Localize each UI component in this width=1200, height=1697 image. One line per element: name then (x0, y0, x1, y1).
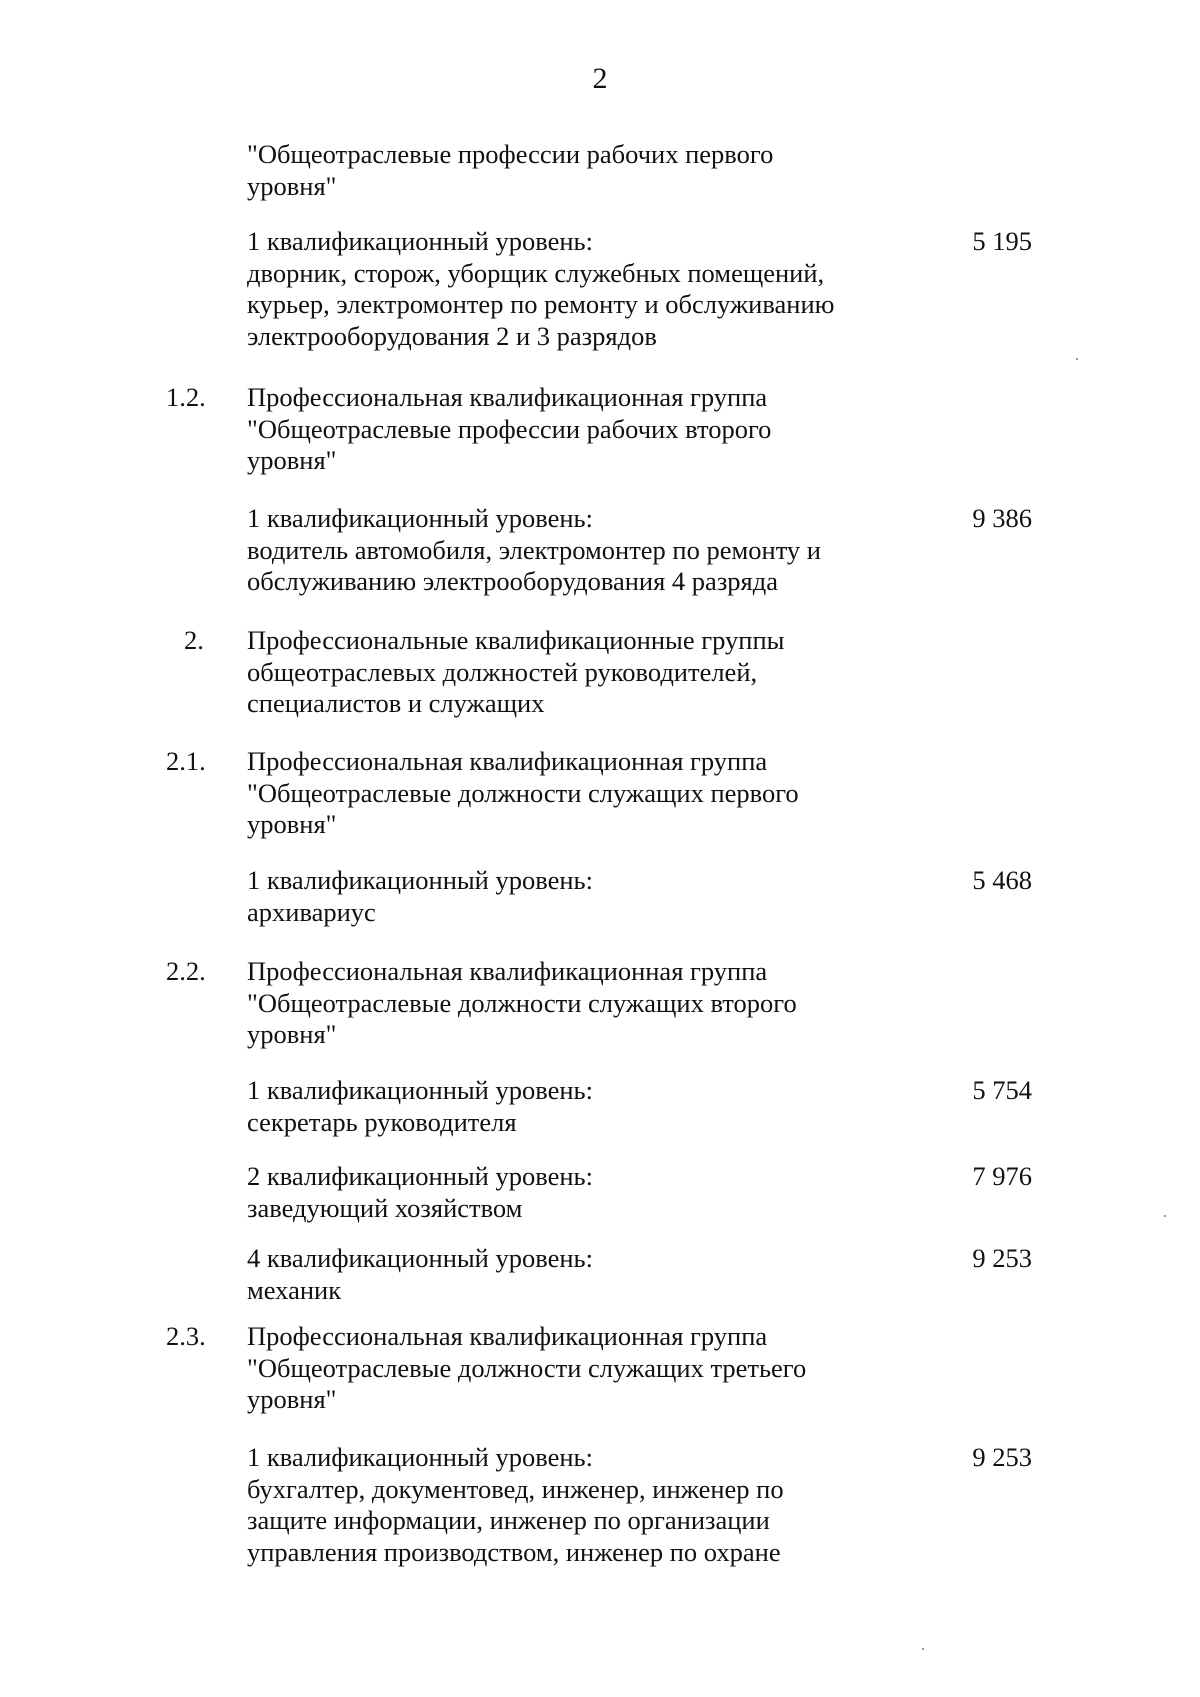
entry-text (247, 1161, 907, 1224)
section-number: 2.3. (166, 1321, 206, 1351)
text-line: уровня" (247, 445, 337, 475)
text-line: общеотраслевых должностей руководителей, (247, 656, 758, 687)
text-line: уровня" (247, 1019, 337, 1049)
text-line: механик (247, 1274, 342, 1305)
scan-speck (922, 1648, 924, 1650)
text-line: 1 квалификационный уровень: (247, 503, 593, 533)
section-number: 2. (184, 625, 204, 655)
text-line: обслуживанию электрооборудования 4 разряда (247, 566, 778, 596)
salary-amount: 5 468 (972, 865, 1032, 895)
text-line: 2 квалификационный уровень: (247, 1161, 593, 1191)
salary-amount: 5 195 (972, 226, 1032, 256)
text-line: Профессиональная квалификационная группа (247, 1321, 768, 1351)
salary-amount: 9 253 (972, 1243, 1032, 1273)
text-line: 1 квалификационный уровень: (247, 865, 593, 895)
text-line: 1 квалификационный уровень: (247, 226, 593, 256)
entry-text (247, 1243, 907, 1306)
text-line: управления производством, инженер по охране (247, 1536, 781, 1567)
entry-text (247, 139, 907, 202)
text-line: уровня" (247, 170, 337, 201)
text-line: "Общеотраслевые должности служащих второго (247, 987, 797, 1018)
entry-text (247, 1321, 907, 1416)
scan-speck (1164, 1215, 1166, 1217)
section-number: 2.2. (166, 956, 206, 986)
text-line: водитель автомобиля, электромонтер по ремонту и (247, 534, 821, 565)
entry-text (247, 226, 907, 352)
salary-amount: 9 253 (972, 1442, 1032, 1472)
entry-text (247, 746, 907, 841)
text-line: специалистов и служащих (247, 688, 545, 718)
entry-text (247, 625, 907, 720)
text-line: Профессиональная квалификационная группа (247, 956, 768, 986)
entry-text (247, 1442, 907, 1568)
text-line: 1 квалификационный уровень: (247, 1442, 593, 1472)
text-line: 1 квалификационный уровень: (247, 1075, 593, 1105)
text-line: "Общеотраслевые профессии рабочих первого (247, 139, 774, 169)
text-line: электрооборудования 2 и 3 разрядов (247, 320, 657, 351)
page-number: 2 (592, 62, 608, 95)
text-line: архивариус (247, 896, 376, 927)
text-line: Профессиональные квалификационные группы (247, 625, 785, 655)
text-line: Профессиональная квалификационная группа (247, 382, 768, 412)
entry-text (247, 956, 907, 1051)
text-line: защите информации, инженер по организации (247, 1505, 770, 1535)
entry-text (247, 865, 907, 928)
text-line: 4 квалификационный уровень: (247, 1243, 593, 1273)
salary-amount: 7 976 (972, 1161, 1032, 1191)
section-number: 1.2. (166, 382, 206, 412)
text-line: секретарь руководителя (247, 1106, 517, 1137)
text-line: бухгалтер, документовед, инженер, инженер по (247, 1473, 784, 1504)
text-line: "Общеотраслевые должности служащих третьего (247, 1352, 807, 1383)
text-line: Профессиональная квалификационная группа (247, 746, 768, 776)
scan-speck (1076, 358, 1078, 360)
text-line: дворник, сторож, уборщик служебных помещений, (247, 257, 825, 288)
text-line: "Общеотраслевые профессии рабочих второго (247, 413, 772, 444)
text-line: "Общеотраслевые должности служащих первого (247, 777, 799, 808)
salary-amount: 9 386 (972, 503, 1032, 533)
entry-text (247, 503, 907, 598)
text-line: курьер, электромонтер по ремонту и обслуживанию (247, 289, 835, 319)
section-number: 2.1. (166, 746, 206, 776)
text-line: уровня" (247, 1384, 337, 1414)
text-line: уровня" (247, 809, 337, 839)
salary-amount: 5 754 (972, 1075, 1032, 1105)
entry-text (247, 1075, 907, 1138)
entry-text (247, 382, 907, 477)
text-line: заведующий хозяйством (247, 1192, 523, 1223)
